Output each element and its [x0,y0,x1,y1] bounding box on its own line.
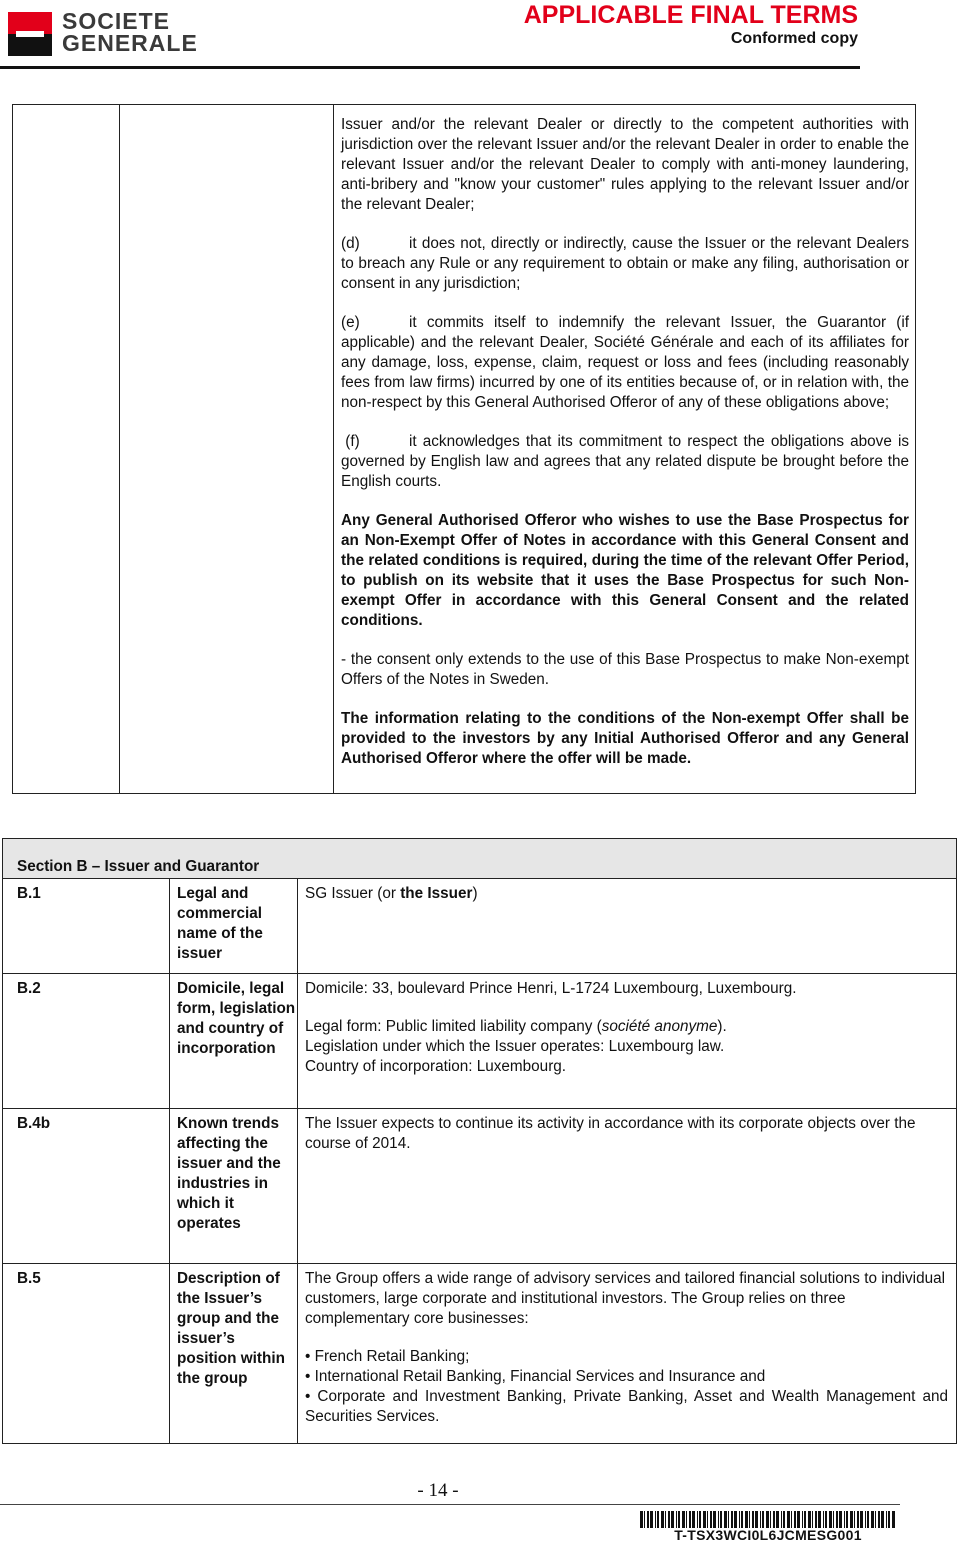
item-label: (e) [341,314,360,331]
barcode-text: T-TSX3WCI0L6JCMESG001 [674,1527,862,1543]
element-content: The Issuer expects to continue its activity in accordance with its corporate objects over the course of 2014. [305,1115,916,1152]
footer-divider [0,1504,900,1505]
table-row [3,1264,957,1444]
paragraph-d [341,234,909,294]
logo-wordmark: SOCIETE GENERALE [62,8,198,56]
element-content: Domicile: 33, boulevard Prince Henri, L-1724 Luxembourg, Luxembourg. Legal form: Public limited liability company (société anonyme). Legislation under which the Issuer operates: Luxembourg law. Country of incorporation: Luxembourg. [305,980,797,1075]
item-label: (f) [341,433,360,450]
paragraph-offer-information: The information relating to the conditions of the Non-exempt Offer shall be provided to the investors by any Initial Authorised Offeror and any General Authorised Offeror where the offer will be made. [341,710,909,767]
section-b-heading: Section B – Issuer and Guarantor [3,839,957,879]
element-title: Legal and commercial name of the issuer [177,885,263,962]
element-content: SG Issuer (or the Issuer) [305,885,478,902]
continuation-table [12,104,916,794]
element-title: Description of the Issuer’s group and the issuer’s position within the group [177,1270,285,1387]
barcode-icon [640,1511,896,1528]
element-code: B.4b [17,1115,51,1132]
consent-conditions-cell [341,115,909,788]
logo-mark-icon [8,12,52,56]
item-text: it commits itself to indemnify the relevant Issuer, the Guarantor (if applicable) and the relevant Dealer, Société Générale and each of its affiliates for any damage, loss, expense, claim, request or loss and fees (including reasonably fees from law firms) incurred by one of its entities because of, or in relation with, the non-respect by this General Authorised Offeror of any of these obligations above; [341,314,909,411]
element-content: The Group offers a wide range of advisory services and tailored financial solutions to individual customers, large corporate and institutional investors. The Group relies on three complementary core businesses: • French Retail Banking; • International Retail Banking, Financial Services and Insurance and • Corporate and Investment Banking, Private Banking, Asset and Wealth Management and Securities Services. [305,1270,948,1425]
document-title: APPLICABLE FINAL TERMS [523,1,858,29]
element-code: B.1 [17,885,41,902]
element-title: Known trends affecting the issuer and the industries in which it operates [177,1115,281,1232]
page-number: - 14 - [417,1480,459,1501]
empty-column-1 [13,105,120,793]
element-code: B.5 [17,1270,41,1287]
empty-column-2 [120,105,334,793]
table-row [3,1109,957,1264]
item-text: it does not, directly or indirectly, cause the Issuer or the relevant Dealers to breach any Rule or any requirement to obtain or make any filing, authorisation or consent in any jurisdiction; [341,235,909,292]
paragraph-issuer-dealer: Issuer and/or the relevant Dealer or directly to the competent authorities with jurisdiction over the relevant Issuer and/or the relevant Dealer in order to enable the relevant Issuer and/or the relevant Dealer to comply with anti-money laundering, anti-bribery and "know your customer" rules applying to the relevant Issuer and/or the relevant Dealer; [341,116,909,213]
element-code: B.2 [17,980,41,997]
table-row [3,879,957,974]
societe-generale-logo [8,10,238,58]
paragraph-e [341,313,909,413]
section-b-table [2,838,957,1444]
table-row [3,974,957,1109]
paragraph-general-authorised-offeror: Any General Authorised Offeror who wishes to use the Base Prospectus for an Non-Exempt Offer of Notes in accordance with this General Consent and the related conditions is required, during the time of the relevant Offer Period, to publish on its website that it uses the Base Prospectus for such Non-exempt Offer in accordance with this General Consent and the related conditions. [341,512,909,629]
paragraph-consent-sweden: - the consent only extends to the use of this Base Prospectus to make Non-exempt Offers of the Notes in Sweden. [341,651,909,688]
paragraph-f [341,432,909,492]
item-label: (d) [341,235,360,252]
document-subtitle: Conformed copy [730,30,858,47]
item-text: it acknowledges that its commitment to respect the obligations above is governed by English law and agrees that any related dispute be brought before the English courts. [341,433,909,490]
element-title: Domicile, legal form, legislation and country of incorporation [177,980,296,1057]
header-divider [0,66,860,69]
